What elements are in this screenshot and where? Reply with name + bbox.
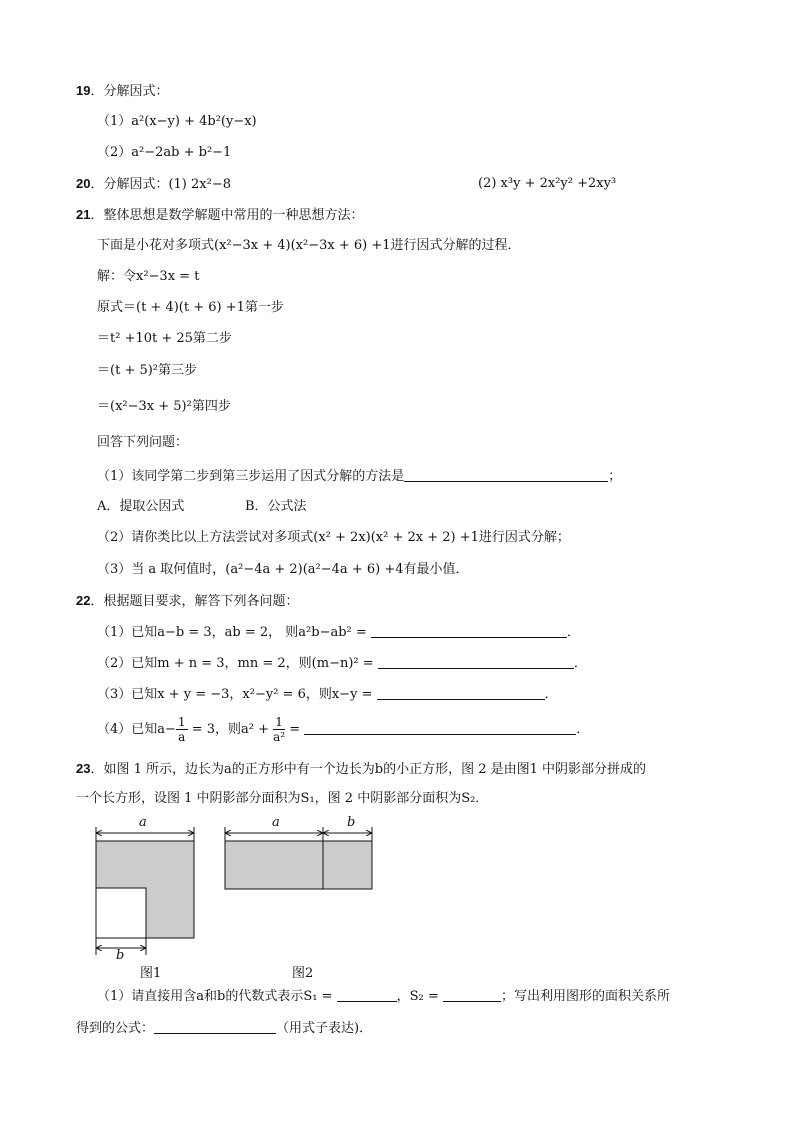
fig2-label-b: b bbox=[347, 815, 356, 830]
fig2-caption: 图2 bbox=[292, 966, 314, 981]
q22-part3: （3）已知x + y = −3，x²−y² = 6，则x−y = ． bbox=[97, 687, 558, 702]
small-square bbox=[96, 888, 146, 938]
answer-blank[interactable] bbox=[304, 720, 576, 735]
q23-part1-line2: 得到的公式： （用式子表达)． bbox=[76, 1021, 373, 1036]
answer-blank[interactable] bbox=[404, 467, 608, 482]
q19-title: 19．分解因式： bbox=[76, 83, 169, 99]
q21-ask: 回答下列问题： bbox=[97, 435, 189, 450]
answer-blank[interactable] bbox=[371, 623, 567, 638]
answer-blank[interactable] bbox=[378, 654, 574, 669]
figure-1 bbox=[90, 815, 200, 965]
answer-blank[interactable] bbox=[377, 685, 545, 700]
answer-blank-s2[interactable] bbox=[443, 987, 501, 1002]
q21-answer3: （3）当 a 取何值时，(a²−4a + 2)(a²−4a + 6) +4有最小值． bbox=[97, 562, 469, 577]
figure-2 bbox=[220, 815, 380, 895]
fraction: $\frac{1}{a}$ bbox=[177, 715, 186, 744]
q22-part1: （1）已知a−b = 3，ab = 2， 则a²b−ab² = ． bbox=[97, 625, 580, 640]
q21-step3: ＝(t + 5)²第三步 bbox=[97, 363, 198, 378]
q20-part2: (2) x³y + 2x²y² +2xy³ bbox=[478, 176, 617, 191]
fig1-label-b: b bbox=[116, 948, 125, 963]
q21-title: 21．整体思想是数学解题中常用的一种思想方法： bbox=[76, 207, 364, 223]
q21-solution: 解：令x²−3x = t bbox=[97, 269, 200, 284]
q19-part1: （1）a²(x−y) + 4b²(y−x) bbox=[97, 114, 257, 129]
fig1-label-a: a bbox=[139, 815, 147, 830]
fig2-label-a: a bbox=[272, 815, 280, 830]
q20-title: 20．分解因式：(1) 2x²−8 bbox=[76, 176, 231, 192]
q21-step4: ＝(x²−3x + 5)²第四步 bbox=[97, 399, 231, 414]
q22-part4: （4）已知a− $\frac{1}{a}$ = 3，则a² + $\frac{1}{\text{a²}}$ = ． bbox=[97, 715, 590, 744]
q21-answer1: （1）该同学第二步到第三步运用了因式分解的方法是 ； bbox=[97, 469, 622, 484]
q21-option-b: B．公式法 bbox=[245, 499, 307, 514]
q21-intro: 下面是小花对多项式(x²−3x + 4)(x²−3x + 6) +1进行因式分解的过程． bbox=[97, 238, 521, 253]
rect-part-b bbox=[323, 841, 372, 889]
answer-blank-formula[interactable] bbox=[154, 1019, 276, 1034]
q21-option-a: A．提取公因式 bbox=[97, 499, 185, 514]
rect-part-a bbox=[225, 841, 323, 889]
q19-part2: （2）a²−2ab + b²−1 bbox=[97, 145, 232, 160]
answer-blank-s1[interactable] bbox=[337, 987, 397, 1002]
fig1-caption: 图1 bbox=[140, 966, 162, 981]
q21-answer2: （2）请你类比以上方法尝试对多项式(x² + 2x)(x² + 2x + 2) +1进行因式分解； bbox=[97, 530, 570, 545]
q22-title: 22．根据题目要求，解答下列各问题： bbox=[76, 593, 299, 609]
q21-step2: ＝t² +10t + 25第二步 bbox=[97, 331, 232, 346]
q23-part1-line1: （1）请直接用含a和b的代数式表示S₁ = ，S₂ = ；写出利用图形的面积关系所 bbox=[97, 989, 670, 1004]
q23-line1: 23．如图 1 所示，边长为a的正方形中有一个边长为b的小正方形，图 2 是由图1 中阴影部分拼成的 bbox=[76, 761, 647, 777]
q22-part2: （2）已知m + n = 3，mn = 2，则(m−n)² = ． bbox=[97, 656, 587, 671]
q23-line2: 一个长方形，设图 1 中阴影部分面积为S₁，图 2 中阴影部分面积为S₂． bbox=[76, 791, 489, 806]
fraction: $\frac{1}{\text{a²}}$ bbox=[273, 715, 286, 744]
q21-step1: 原式＝(t + 4)(t + 6) +1第一步 bbox=[97, 300, 284, 315]
